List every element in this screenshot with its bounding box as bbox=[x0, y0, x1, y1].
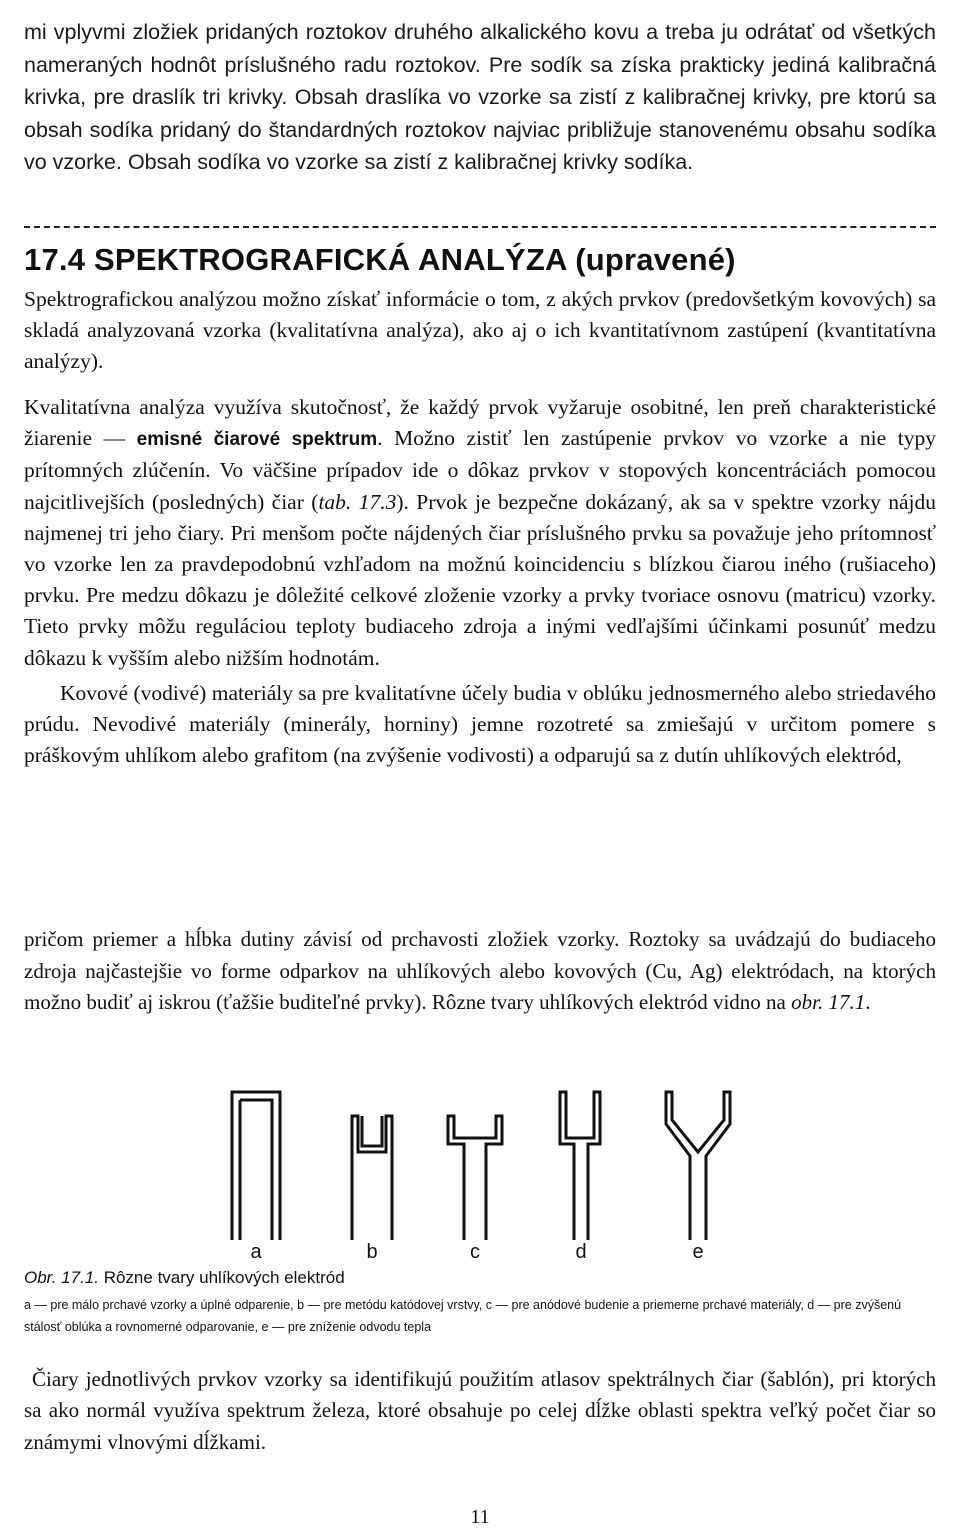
p1-part-e: ). Prvok je bezpečne dokázaný, ak sa v spektre vzorky nájdu najmenej tri jeho čiary. Pri menšom počte nájdených čiar príslušného prvku sa považuje jeho prítomnosť vo vzorke len za pravdepodobnú vzhľadom na možnú koincidenciu s blízkou čiarou iného (rušiaceho) prvku. Pre medzu dôkazu je dôležité celkové zloženie vzorky a prvky tvoriace osnovu (matricu) vzorky. Tieto prvky môžu reguláciou teploty budiaceho zdroja a inými vedľajšími účinkami posunúť medzu dôkazu k vyšším alebo nižším hodnotám. bbox=[24, 489, 936, 670]
continuation-paragraph bbox=[24, 924, 936, 1019]
section-intro bbox=[24, 284, 936, 377]
intro-paragraph bbox=[24, 16, 936, 179]
electrode-shapes-figure bbox=[190, 1080, 770, 1260]
figure-label-a: a bbox=[250, 1241, 262, 1260]
section-intro-text: Spektrografickou analýzou možno získať informácie o tom, z akých prvkov (predovšetkým kovových) sa skladá analyzovaná vzorka (kvalitatívna analýza), ako aj o ich kvantitatívnom zastúpení (kvantitatívna analýzy). bbox=[24, 287, 936, 373]
caption-title-line bbox=[24, 1268, 936, 1288]
section-heading: 17.4 SPEKTROGRAFICKÁ ANALÝZA (upravené) bbox=[24, 242, 736, 277]
intro-text: mi vplyvmi zložiek pridaných roztokov druhého alkalického kovu a treba ju odrátať od všetkých nameraných hodnôt príslušného radu roztokov. Pre sodík sa získa prakticky jediná kalibračná krivka, pre draslík tri krivky. Obsah draslíka vo vzorke sa zistí z kalibračnej krivky, pre ktorú sa obsah sodíka pridaný do štandardných roztokov najviac približuje stanovenému obsahu sodíka vo vzorke. Obsah sodíka vo vzorke sa zistí z kalibračnej krivky sodíka. bbox=[24, 20, 936, 175]
caption-figure-number: Obr. 17.1. bbox=[24, 1268, 99, 1287]
p1-part-c: . Možno zistiť len zastúpenie prvkov vo vzorke a nie typy prítomných zlúčenín. Vo väčšine prípadov ide o dôkaz prvkov v stopových koncentráciách pomocou najcitlivejších (posledných) čiar ( bbox=[24, 426, 936, 514]
figure-reference: obr. 17.1 bbox=[791, 990, 866, 1014]
electrode-e-icon bbox=[666, 1092, 730, 1240]
figure-label-e: e bbox=[692, 1241, 704, 1260]
electrode-a-icon bbox=[232, 1092, 280, 1240]
page-number: 11 bbox=[470, 1506, 490, 1528]
p1-part-a: Kvalitatívna analýza využíva skutočnosť, že každý prvok vyžaruje osobitné, len preň charakteristické žiarenie — bbox=[24, 395, 936, 451]
section-divider bbox=[24, 226, 936, 228]
caption-description: a — pre málo prchavé vzorky a úplné odparenie, b — pre metódu katódovej vrstvy, c — pre anódové budenie a priemerne prchavé materiály, d — pre zvýšenú stálosť oblúka a rovnomerné odparovanie, e — pre zníženie odvodu tepla bbox=[24, 1298, 902, 1334]
electrode-c-icon bbox=[448, 1116, 502, 1240]
body-paragraph-3 bbox=[24, 924, 936, 1019]
body-paragraph-1 bbox=[24, 392, 936, 674]
table-reference: tab. 17.3 bbox=[318, 489, 397, 514]
electrode-b-icon bbox=[352, 1116, 392, 1240]
caption-title: Rôzne tvary uhlíkových elektród bbox=[103, 1268, 345, 1287]
figure-label-c: c bbox=[470, 1241, 480, 1260]
p3-part-c: . bbox=[865, 990, 871, 1014]
body-paragraph-2: Kovové (vodivé) materiály sa pre kvalitatívne účely budia v oblúku jednosmerného alebo striedavého prúdu. Nevodivé materiály (minerály, horniny) jemne rozotreté sa zmiešajú v určitom pomere s práškovým uhlíkom alebo grafitom (na zvýšenie vodivosti) a odparujú sa z dutín uhlíkových elektród, bbox=[24, 680, 936, 768]
emission-spectrum-term: emisné čiarové spektrum bbox=[136, 429, 378, 451]
p3-part-a: pričom priemer a hĺbka dutiny závisí od prchavosti zložiek vzorky. Roztoky sa uvádzajú do budiaceho zdroja najčastejšie vo forme odparkov na uhlíkových alebo kovových (Cu, Ag) elektródach, na ktorých možno budiť aj iskrou (ťažšie buditeľné prvky). Rôzne tvary uhlíkových elektród vidno na bbox=[24, 927, 936, 1014]
electrode-d-icon bbox=[560, 1092, 600, 1240]
figure-label-b: b bbox=[366, 1241, 378, 1260]
final-text: Čiary jednotlivých prvkov vzorky sa identifikujú použitím atlasov spektrálnych čiar (šablón), pri ktorých sa ako normál využíva spektrum železa, ktoré obsahuje po celej dĺžke oblasti spektra veľký počet čiar so známymi vlnovými dĺžkami. bbox=[24, 1367, 936, 1454]
final-paragraph bbox=[24, 1364, 936, 1458]
body-text bbox=[24, 392, 936, 771]
figure-label-d: d bbox=[575, 1241, 587, 1260]
figure-caption bbox=[24, 1268, 936, 1338]
